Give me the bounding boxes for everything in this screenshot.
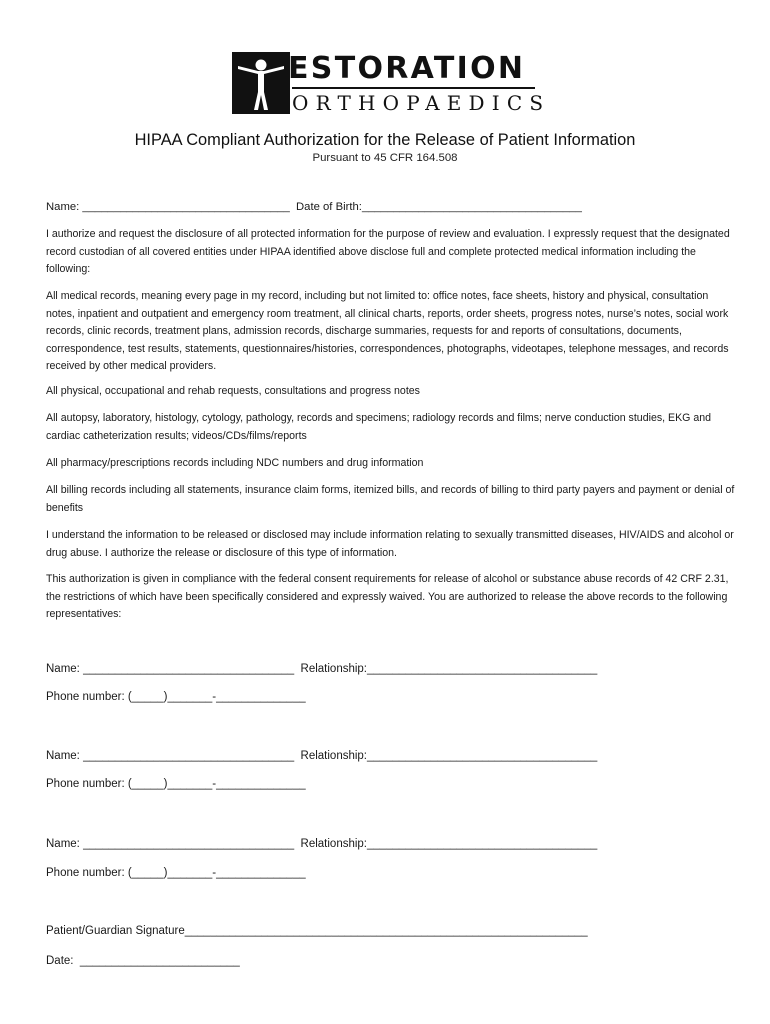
physical-rehab-paragraph: All physical, occupational and rehab requests, consultations and progress notes xyxy=(46,385,420,397)
medical-records-paragraph: All medical records, meaning every page in my record, including but not limited to: office notes, face sheets, history and physical, consultation notes, inpatient and outpatient and emergency room treatment, all clinical charts, reports, order sheets, progress notes, nurse’s notes, social work records, clinic records, treatment plans, admission records, discharge summaries, requests for and reports of consultations, documents, correspondence, test results, statements, questionnaires/histories, correspondences, photographs, videotapes, telephone messages, and records received by other medical providers. xyxy=(46,290,729,372)
logo-wordmark-top: ESTORATION xyxy=(288,51,526,86)
date-field[interactable]: Date: _________________________ xyxy=(46,955,240,967)
pharmacy-paragraph: All pharmacy/prescriptions records including NDC numbers and drug information xyxy=(46,457,424,469)
logo-figure-icon xyxy=(232,52,290,114)
representative-3-name-field[interactable]: Name: _________________________________ Relationship:____________________________________ xyxy=(46,838,598,850)
representative-1-phone-field[interactable]: Phone number: (_____)_______-______________ xyxy=(46,691,306,703)
sensitive-info-paragraph: I understand the information to be released or disclosed may include information relating to sexually transmitted diseases, HIV/AIDS and alcohol or drug abuse. I authorize the release or disclosure of this type of information. xyxy=(46,529,734,559)
representative-3-phone-field[interactable]: Phone number: (_____)_______-______________ xyxy=(46,867,306,879)
logo-wordmark-bottom: ORTHOPAEDICS xyxy=(292,91,551,115)
billing-paragraph: All billing records including all statements, insurance claim forms, itemized bills, and records of billing to third party payers and payment or denial of benefits xyxy=(46,484,735,514)
signature-field[interactable]: Patient/Guardian Signature_______________________________________________________________ xyxy=(46,925,588,937)
representative-2-phone-field[interactable]: Phone number: (_____)_______-______________ xyxy=(46,778,306,790)
patient-name-dob-field[interactable]: Name: _________________________________ Date of Birth:___________________________________ xyxy=(46,201,582,213)
autopsy-lab-paragraph: All autopsy, laboratory, histology, cytology, pathology, records and specimens; radiology records and films; nerve conduction studies, EKG and cardiac catheterization results; videos/CDs/films/reports xyxy=(46,412,712,442)
restoration-orthopaedics-logo xyxy=(232,51,551,116)
compliance-paragraph: This authorization is given in compliance with the federal consent requirements for release of alcohol or substance abuse records of 42 CRF 2.31, the restrictions of which have been specifically considered and expressly waived. You are authorized to release the above records to the following representatives: xyxy=(46,573,729,620)
representative-1-name-field[interactable]: Name: _________________________________ Relationship:____________________________________ xyxy=(46,663,598,675)
document-subtitle: Pursuant to 45 CFR 164.508 xyxy=(312,152,458,164)
representative-2-name-field[interactable]: Name: _________________________________ Relationship:____________________________________ xyxy=(46,750,598,762)
authorization-paragraph: I authorize and request the disclosure of all protected information for the purpose of review and evaluation. I expressly request that the designated record custodian of all covered entities under HIPAA identified above disclose full and complete protected medical information including the following: xyxy=(46,228,730,275)
document-title: HIPAA Compliant Authorization for the Release of Patient Information xyxy=(134,131,636,149)
logo-divider xyxy=(292,87,535,89)
